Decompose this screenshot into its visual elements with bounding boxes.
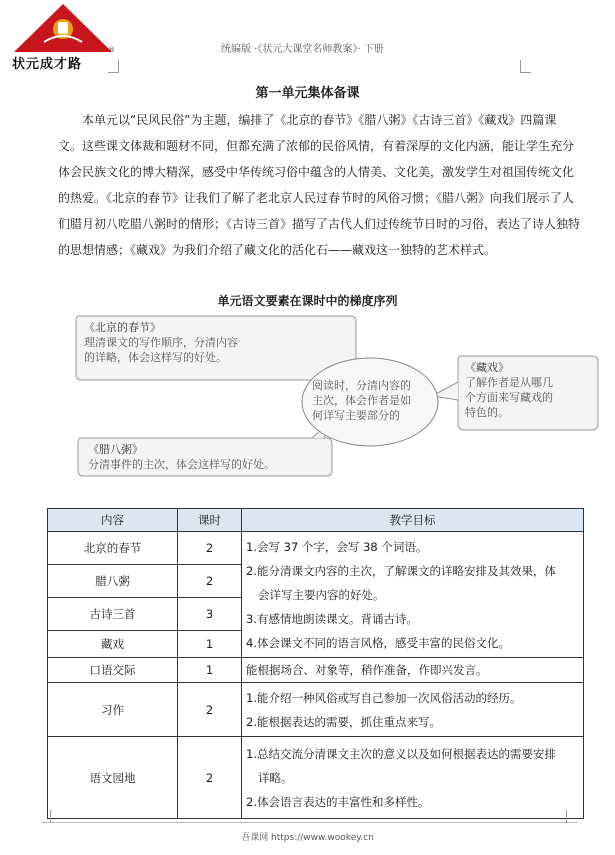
table-row xyxy=(48,658,584,683)
cell-hours: 2 xyxy=(178,737,242,819)
cell-content: 口语交际 xyxy=(48,658,178,683)
cell-hours: 3 xyxy=(178,598,242,631)
goal-line: 会详写主要内容的好处。 xyxy=(258,587,385,602)
goal-line: 2.能分清课文内容的主次，了解课文的详略安排及其效果，体 xyxy=(246,563,556,578)
labazhou-text: 《腊八粥》 分清事件的主次，体会这样写的好处。 xyxy=(88,443,275,471)
table-row xyxy=(48,532,584,565)
goal-line: 4.体会课文不同的语言风格，感受丰富的民俗文化。 xyxy=(246,635,510,650)
cell-content: 语文园地 xyxy=(48,737,178,819)
goal-line: 2.能根据表达的需要，抓住重点来写。 xyxy=(246,714,441,729)
cell-goals-reading xyxy=(242,532,584,658)
cell-hours: 1 xyxy=(178,658,242,683)
goal-line: 1.能介绍一种风俗或写自己参加一次风俗活动的经历。 xyxy=(246,690,522,705)
cell-content: 北京的春节 xyxy=(48,532,178,565)
corner-mark xyxy=(108,60,119,73)
cell-goals-writing xyxy=(242,683,584,737)
goal-line: 1.会写 37 个字，会写 38 个词语。 xyxy=(246,539,428,554)
table-row xyxy=(48,737,584,819)
lesson-table xyxy=(47,508,584,819)
table-header-row xyxy=(48,509,584,532)
header-content: 内容 xyxy=(48,509,178,532)
goal-line: 3.有感情地朗读课文。背诵古诗。 xyxy=(246,611,418,626)
zangxi-text: 《藏戏》 了解作者是从哪几 个方面来写藏戏的 特色的。 xyxy=(465,361,553,419)
goal-line: 2.体会语言表达的丰富性和多样性。 xyxy=(246,794,430,809)
corner-mark xyxy=(520,60,531,73)
cell-content: 古诗三首 xyxy=(48,598,178,631)
diagram-title: 单元语文要素在课时中的梯度序列 xyxy=(217,294,398,308)
cell-hours: 2 xyxy=(178,565,242,598)
intro-paragraph: 本单元以“民风民俗”为主题，编排了《北京的春节》《腊八粥》《古诗三首》《藏戏》四篇课文。这些课文体裁和题材不同，但都充满了浓郁的民俗风情，有着深厚的文化内涵，能让学生充分体会民族文化的博大精深，感受中华传统习俗中蕴含的人情美、文化美，激发学生对祖国传统文化的热爱。《北京的春节》让我们了解了老北京人民过春节时的风俗习惯；《腊八粥》向我们展示了人们腊月初八吃腊八粥时的情形；《古诗三首》描写了古代人们过传统节日时的习俗，表达了诗人独特的思想情感；《藏戏》为我们介绍了藏文化的活化石——藏戏这一独特的艺术样式。 xyxy=(58,113,581,257)
goal-line: 详略。 xyxy=(258,770,293,785)
header-goals: 教学目标 xyxy=(242,509,584,532)
header-hours: 课时 xyxy=(178,509,242,532)
cell-content: 藏戏 xyxy=(48,631,178,658)
cell-hours: 2 xyxy=(178,532,242,565)
goal-line: 1.总结交流分清课文主次的意义以及如何根据表达的需要安排 xyxy=(246,746,556,761)
footer-text: 吾课网 https://www.wookey.cn xyxy=(241,833,374,843)
logo-text: 状元成才路 xyxy=(12,57,83,72)
table-row xyxy=(48,683,584,737)
cell-goal-oral: 能根据场合、对象等，稍作准备，作即兴发言。 xyxy=(242,658,584,683)
corner-mark xyxy=(566,810,577,822)
beijing-text: 《北京的春节》 理清课文的写作顺序，分清内容 的详略，体会这样写的好处。 xyxy=(84,321,238,364)
cell-content: 腊八粥 xyxy=(48,565,178,598)
cell-hours: 1 xyxy=(178,631,242,658)
cell-hours: 2 xyxy=(178,683,242,737)
registered-mark: ® xyxy=(108,46,115,54)
concept-diagram xyxy=(70,312,600,497)
header-subtitle: 统编版 ·《状元大课堂名师教案》· 下册 xyxy=(221,44,384,55)
page-title: 第一单元集体备课 xyxy=(255,86,360,101)
footer-divider xyxy=(42,822,577,823)
cell-content: 习作 xyxy=(48,683,178,737)
cell-goals-garden xyxy=(242,737,584,819)
corner-mark xyxy=(40,810,51,822)
center-text: 阅读时，分清内容的 主次，体会作者是如 何详写主要部分的 xyxy=(312,379,411,422)
